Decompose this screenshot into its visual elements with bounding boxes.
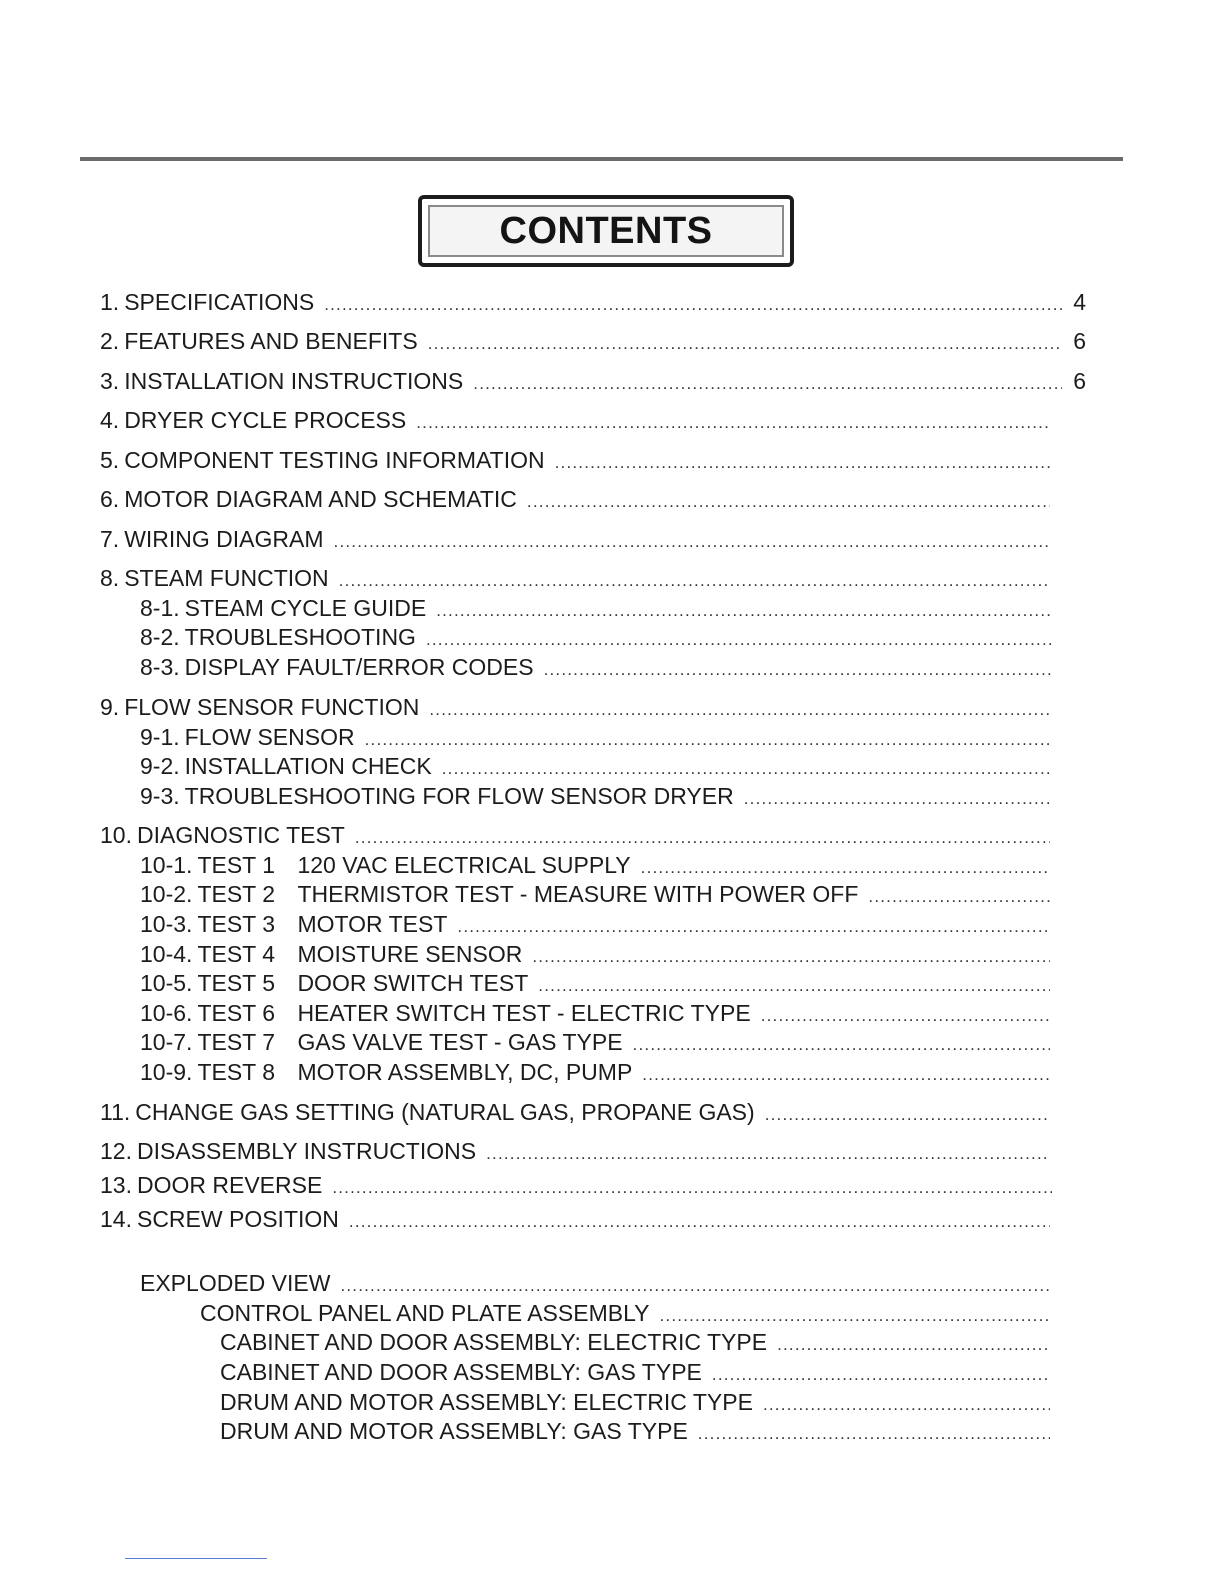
toc-entry-test-label: TEST 3 <box>197 911 275 937</box>
toc-entry-label: STEAM FUNCTION <box>124 565 329 591</box>
toc-entry-label: TROUBLESHOOTING <box>184 624 416 650</box>
toc-entry-dot-leader <box>763 1391 1050 1419</box>
toc-entry[interactable] <box>100 564 1052 595</box>
toc-entry[interactable] <box>100 1137 1052 1168</box>
toc-entry-dot-leader <box>429 696 1050 724</box>
toc-entry[interactable] <box>140 723 1052 754</box>
toc-entry-dot-leader <box>457 913 1050 941</box>
toc-entry-dot-leader <box>761 1002 1050 1030</box>
toc-entry-dot-leader <box>532 943 1050 971</box>
toc-entry-test-label: TEST 2 <box>197 881 275 907</box>
toc-entry-number: 9. <box>100 694 120 720</box>
toc-entry-label: INSTALLATION CHECK <box>184 753 432 779</box>
toc-entry-label: CABINET AND DOOR ASSEMBLY: GAS TYPE <box>220 1359 702 1385</box>
toc-entry-dot-leader <box>426 626 1054 654</box>
toc-entry-number: 10. <box>100 822 132 848</box>
toc-entry-label: MOTOR DIAGRAM AND SCHEMATIC <box>124 486 517 512</box>
toc-entry-dot-leader <box>332 1174 1052 1202</box>
toc-entry-number: 4. <box>100 407 120 433</box>
toc-entry-dot-leader <box>339 567 1050 595</box>
toc-entry-number: 11. <box>100 1099 131 1125</box>
toc-entry[interactable] <box>140 1028 1052 1059</box>
toc-entry-label: DISASSEMBLY INSTRUCTIONS <box>136 1138 477 1164</box>
toc-entry[interactable] <box>100 1171 1054 1202</box>
toc-entry[interactable] <box>140 594 1052 625</box>
toc-entry-dot-leader <box>641 854 1050 882</box>
toc-entry-dot-leader <box>712 1361 1050 1389</box>
toc-entry[interactable] <box>200 1299 1052 1330</box>
toc-entry[interactable] <box>140 623 1056 654</box>
toc-entry-dot-leader <box>544 656 1054 684</box>
toc-entry[interactable] <box>140 999 1052 1030</box>
toc-entry-label: DOOR REVERSE <box>136 1172 323 1198</box>
toc-entry[interactable] <box>100 327 1086 358</box>
toc-entry-label: STEAM CYCLE GUIDE <box>184 595 427 621</box>
toc-entry[interactable] <box>140 851 1052 882</box>
toc-entry-label: CABINET AND DOOR ASSEMBLY: ELECTRIC TYPE <box>220 1329 768 1355</box>
toc-entry[interactable] <box>100 446 1054 477</box>
toc-entry[interactable] <box>220 1388 1052 1419</box>
toc-entry-label: GAS VALVE TEST - GAS TYPE <box>297 1029 623 1055</box>
toc-entry-dot-leader <box>365 726 1050 754</box>
toc-entry-dot-leader <box>486 1140 1050 1168</box>
toc-entry-number: 10-6. <box>140 1000 193 1026</box>
toc-entry-number: 7. <box>100 526 120 552</box>
toc-entry-label: EXPLODED VIEW <box>140 1270 331 1296</box>
toc-entry[interactable] <box>140 782 1052 813</box>
toc-entry[interactable] <box>100 1098 1052 1129</box>
toc-entry-number: 10-2. <box>140 881 193 907</box>
toc-entry-label: DRUM AND MOTOR ASSEMBLY: ELECTRIC TYPE <box>220 1389 753 1415</box>
toc-entry-test-label: TEST 1 <box>197 852 275 878</box>
toc-entry[interactable] <box>100 821 1052 852</box>
toc-entry-number: 10-4. <box>140 941 193 967</box>
toc-entry[interactable] <box>100 1205 1052 1236</box>
toc-entry[interactable] <box>140 880 1052 911</box>
toc-entry-test-label: TEST 7 <box>197 1029 275 1055</box>
toc-entry-dot-leader <box>428 330 1062 358</box>
toc-entry-label: 120 VAC ELECTRICAL SUPPLY <box>297 852 631 878</box>
toc-entry-dot-leader <box>633 1031 1050 1059</box>
toc-entry-label: SCREW POSITION <box>136 1206 339 1232</box>
toc-entry-page-number: 6 <box>1073 368 1086 394</box>
toc-entry-label: MOTOR TEST <box>297 911 448 937</box>
toc-entry-label: FLOW SENSOR FUNCTION <box>124 694 420 720</box>
toc-entry-dot-leader <box>868 883 1050 911</box>
toc-entry-test-label: TEST 5 <box>197 970 275 996</box>
toc-entry-number: 9-1. <box>140 724 180 750</box>
toc-entry[interactable] <box>140 1058 1052 1089</box>
toc-entry-label: DOOR SWITCH TEST <box>297 970 529 996</box>
toc-entry-dot-leader <box>538 972 1050 1000</box>
toc-entry-label: INSTALLATION INSTRUCTIONS <box>124 368 464 394</box>
toc-entry-dot-leader <box>527 488 1050 516</box>
toc-entry[interactable] <box>140 940 1052 971</box>
toc-entry-dot-leader <box>355 824 1050 852</box>
toc-entry-dot-leader <box>473 370 1062 398</box>
toc-entry[interactable] <box>220 1358 1052 1389</box>
toc-entry-test-label: TEST 4 <box>197 941 275 967</box>
toc-entry[interactable] <box>100 367 1086 398</box>
toc-entry[interactable] <box>100 288 1086 319</box>
toc-entry[interactable] <box>140 969 1052 1000</box>
toc-entry-label: DISPLAY FAULT/ERROR CODES <box>184 654 534 680</box>
toc-entry-label: TROUBLESHOOTING FOR FLOW SENSOR DRYER <box>184 783 734 809</box>
toc-entry-number: 8. <box>100 565 120 591</box>
toc-entry-number: 13. <box>100 1172 132 1198</box>
toc-entry-dot-leader <box>442 755 1050 783</box>
toc-entry-dot-leader <box>777 1331 1050 1359</box>
toc-entry-number: 5. <box>100 447 120 473</box>
toc-entry-dot-leader <box>744 785 1050 813</box>
toc-entry[interactable] <box>220 1417 1052 1448</box>
toc-entry-number: 10-9. <box>140 1059 193 1085</box>
page-title: CONTENTS <box>499 209 713 252</box>
toc-entry-dot-leader <box>660 1302 1051 1330</box>
toc-entry[interactable] <box>220 1328 1052 1359</box>
toc-entry-number: 10-7. <box>140 1029 193 1055</box>
toc-entry-test-label: TEST 6 <box>197 1000 275 1026</box>
toc-entry-label: CONTROL PANEL AND PLATE ASSEMBLY <box>200 1300 650 1326</box>
toc-entry-number: 8-1. <box>140 595 180 621</box>
toc-entry-label: COMPONENT TESTING INFORMATION <box>124 447 545 473</box>
toc-entry-number: 10-3. <box>140 911 193 937</box>
toc-entry-label: MOTOR ASSEMBLY, DC, PUMP <box>297 1059 633 1085</box>
toc-entry[interactable] <box>140 910 1052 941</box>
toc-entry-dot-leader <box>698 1420 1050 1448</box>
toc-entry-label: FLOW SENSOR <box>184 724 355 750</box>
toc-entry-number: 8-2. <box>140 624 180 650</box>
toc-entry-label: SPECIFICATIONS <box>124 289 315 315</box>
toc-entry-dot-leader <box>324 291 1062 319</box>
toc-entry[interactable] <box>140 1269 1052 1300</box>
toc-entry-label: DRUM AND MOTOR ASSEMBLY: GAS TYPE <box>220 1418 688 1444</box>
toc-entry-dot-leader <box>765 1101 1050 1129</box>
toc-entry-label: DRYER CYCLE PROCESS <box>124 407 407 433</box>
toc-entry-number: 12. <box>100 1138 132 1164</box>
toc-entry-number: 9-2. <box>140 753 180 779</box>
toc-entry[interactable] <box>140 653 1056 684</box>
toc-entry-label: CHANGE GAS SETTING (NATURAL GAS, PROPANE GAS) <box>135 1099 755 1125</box>
toc-entry-number: 6. <box>100 486 120 512</box>
toc-entry-dot-leader <box>349 1208 1050 1236</box>
toc-entry-number: 1. <box>100 289 120 315</box>
toc-entry-number: 14. <box>100 1206 132 1232</box>
toc-entry-label: HEATER SWITCH TEST - ELECTRIC TYPE <box>297 1000 751 1026</box>
toc-entry-dot-leader <box>340 1272 1050 1300</box>
toc-entry-dot-leader <box>642 1061 1050 1089</box>
toc-entry-number: 9-3. <box>140 783 180 809</box>
toc-entry[interactable] <box>100 485 1052 516</box>
toc-entry-page-number: 6 <box>1073 328 1086 354</box>
toc-entry[interactable] <box>100 693 1052 724</box>
toc-entry[interactable] <box>140 752 1052 783</box>
toc-entry-label: THERMISTOR TEST - MEASURE WITH POWER OFF <box>297 881 859 907</box>
toc-entry-number: 2. <box>100 328 120 354</box>
toc-entry-number: 10-1. <box>140 852 193 878</box>
toc-entry-dot-leader <box>555 449 1052 477</box>
toc-entry-label: MOISTURE SENSOR <box>297 941 523 967</box>
toc-entry-number: 3. <box>100 368 120 394</box>
toc-entry-label: WIRING DIAGRAM <box>124 526 324 552</box>
toc-entry-label: DIAGNOSTIC TEST <box>136 822 345 848</box>
toc-entry[interactable] <box>100 406 1052 437</box>
toc-entry-test-label: TEST 8 <box>197 1059 275 1085</box>
bottom-link-underline <box>125 1558 267 1559</box>
toc-entry-label: FEATURES AND BENEFITS <box>124 328 418 354</box>
toc-entry-number: 8-3. <box>140 654 180 680</box>
toc-entry[interactable] <box>100 525 1052 556</box>
toc-entry-dot-leader <box>416 409 1050 437</box>
toc-entry-dot-leader <box>334 528 1050 556</box>
toc-entry-dot-leader <box>436 597 1050 625</box>
toc-entry-page-number: 4 <box>1073 289 1086 315</box>
toc-entry-number: 10-5. <box>140 970 193 996</box>
